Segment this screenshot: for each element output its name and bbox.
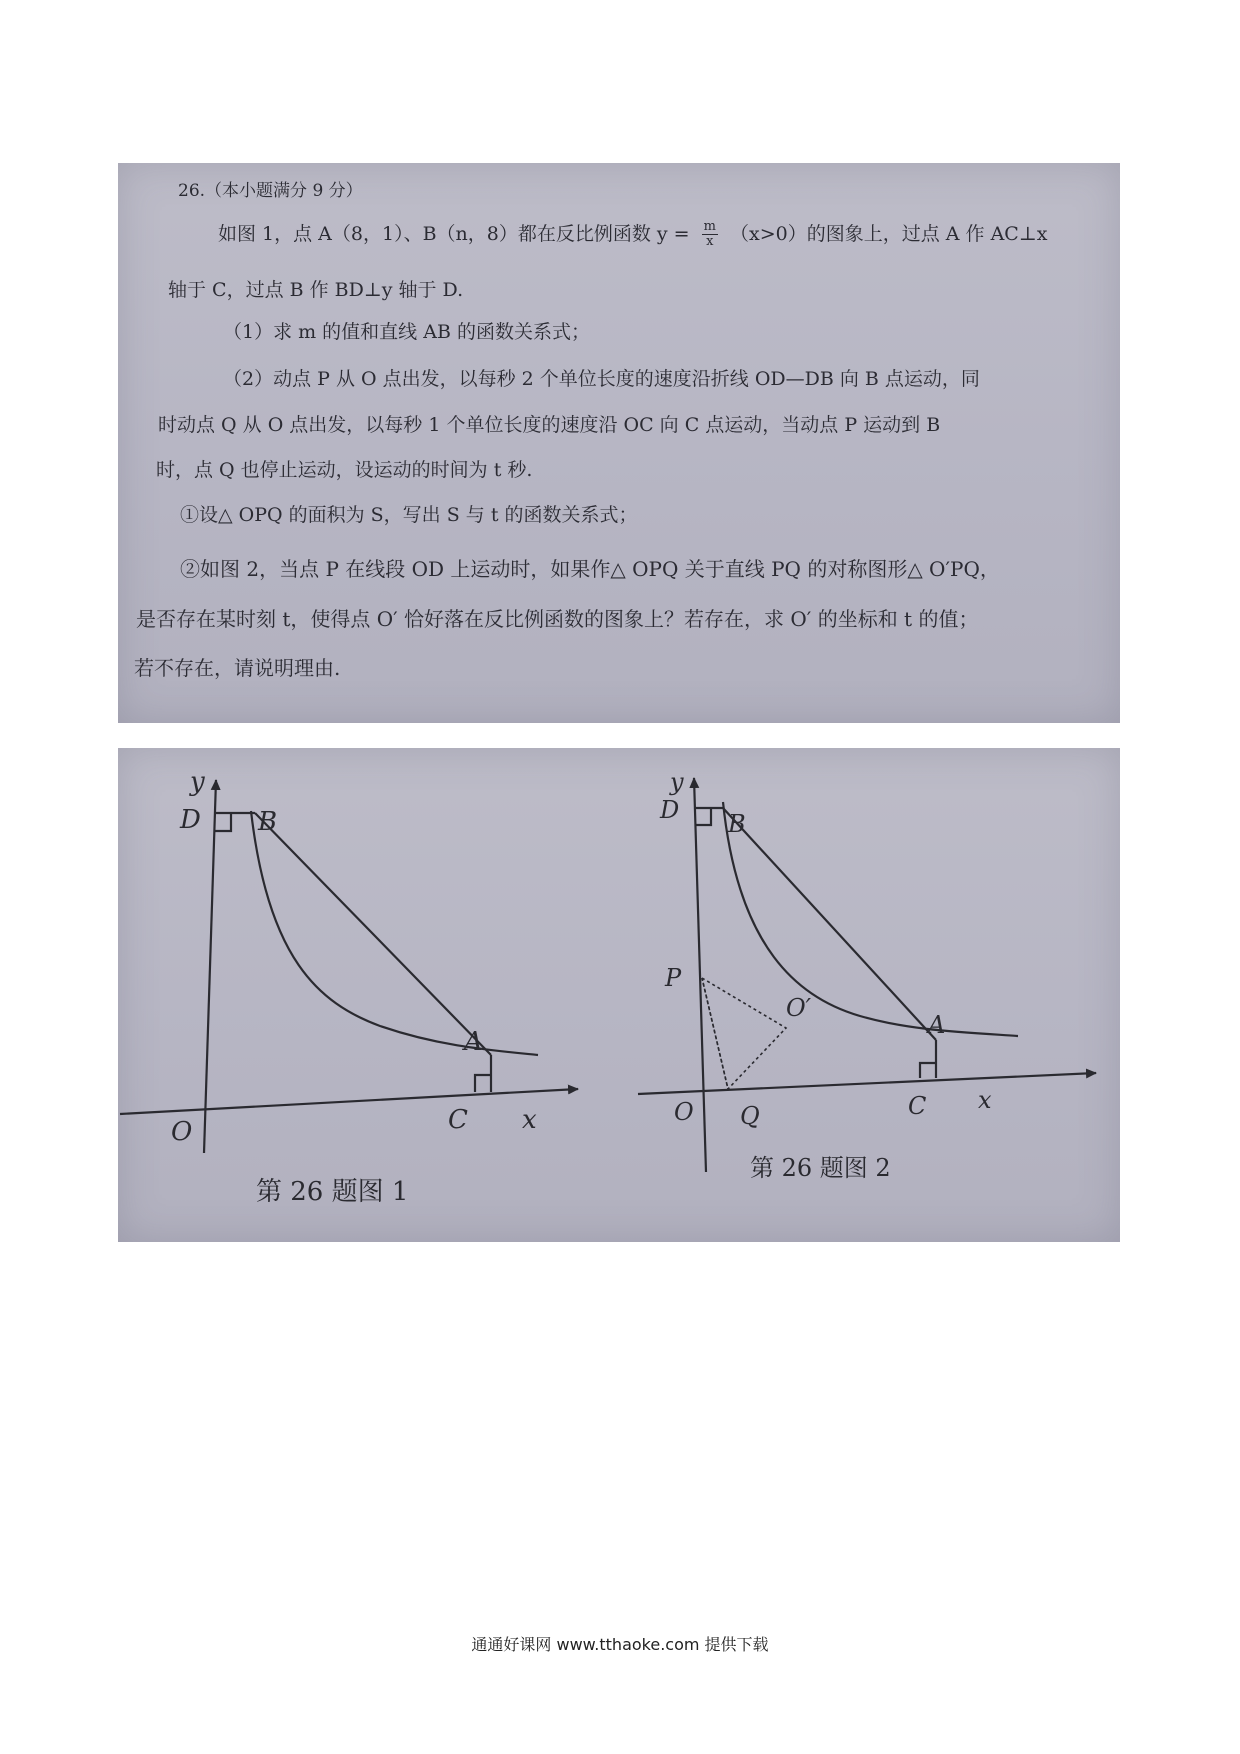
fig1-segment-AB <box>255 813 491 1055</box>
question-line-1-pre: 如图 1，点 A（8，1）、B（n，8）都在反比例函数 y = <box>218 222 690 245</box>
figures-photo <box>118 748 1120 1242</box>
fig2-label-O-prime: O′ <box>786 994 812 1022</box>
fraction-m-over-x <box>702 220 718 250</box>
question-sub-1: ①设△ OPQ 的面积为 S，写出 S 与 t 的函数关系式； <box>180 504 638 526</box>
fig1-label-x: x <box>522 1105 537 1135</box>
fraction-numerator: m <box>703 219 716 234</box>
question-sub-2-line-a: ②如图 2，当点 P 在线段 OD 上运动时，如果作△ OPQ 关于直线 PQ 的对称图形△ O′PQ， <box>180 557 1000 581</box>
fig1-label-C: C <box>448 1105 468 1135</box>
fig2-y-axis <box>694 778 706 1172</box>
question-line-1-post: （x>0）的图象上，过点 A 作 AC⊥x <box>730 222 1048 245</box>
fig1-right-angle-D <box>214 813 231 831</box>
figures-svg <box>118 748 1120 1242</box>
figure-2-labels <box>659 768 992 1130</box>
fig1-label-D: D <box>180 805 201 835</box>
fig2-caption: 第 26 题图 2 <box>750 1154 891 1182</box>
figure-2 <box>638 778 1096 1172</box>
fig1-hyperbola <box>251 811 538 1055</box>
question-sub-2-line-b: 是否存在某时刻 t，使得点 O′ 恰好落在反比例函数的图象上？若存在，求 O′ 的坐标和 t 的值； <box>136 607 979 631</box>
figure-1-labels <box>171 767 537 1147</box>
question-text-photo <box>118 163 1120 723</box>
fig1-caption: 第 26 题图 1 <box>256 1177 409 1207</box>
fig1-label-y: y <box>190 767 205 797</box>
fig1-right-angle-C <box>475 1075 491 1092</box>
question-line-1 <box>218 220 1047 250</box>
question-sub-2-line-c: 若不存在，请说明理由. <box>134 656 341 680</box>
fig2-right-angle-C <box>920 1063 936 1078</box>
fig2-label-O: O <box>674 1098 694 1126</box>
fig1-label-O: O <box>171 1117 193 1147</box>
fig2-label-A: A <box>928 1011 946 1039</box>
question-line-2: 轴于 C，过点 B 作 BD⊥y 轴于 D. <box>168 279 464 301</box>
footer-credit: 通通好课网 www.tthaoke.com 提供下载 <box>471 1635 769 1654</box>
figure-1 <box>120 780 578 1153</box>
question-part-2-line-a: （2）动点 P 从 O 点出发，以每秒 2 个单位长度的速度沿折线 OD—DB 向 B 点运动，同 <box>223 368 980 390</box>
fraction-denominator: x <box>706 234 714 250</box>
fig2-label-B: B <box>728 810 746 838</box>
question-part-2-line-b: 时动点 Q 从 O 点出发，以每秒 1 个单位长度的速度沿 OC 向 C 点运动，当动点 P 运动到 B <box>158 414 941 436</box>
fig2-label-y: y <box>670 768 684 796</box>
fig2-label-C: C <box>908 1092 927 1120</box>
fig2-label-D: D <box>660 796 680 824</box>
fig1-x-axis <box>120 1089 578 1114</box>
fig1-y-axis <box>204 780 216 1153</box>
fig2-hyperbola <box>723 802 1018 1036</box>
fig1-label-A: A <box>464 1027 483 1057</box>
question-part-2-line-c: 时，点 Q 也停止运动，设运动的时间为 t 秒. <box>156 459 533 481</box>
fig2-label-x: x <box>978 1086 992 1114</box>
fig2-x-axis <box>638 1073 1096 1094</box>
fig2-label-Q: Q <box>740 1102 760 1130</box>
question-header: 26.（本小题满分 9 分） <box>178 181 363 201</box>
question-part-1: （1）求 m 的值和直线 AB 的函数关系式； <box>223 321 590 343</box>
fig2-label-P: P <box>665 964 682 992</box>
fig2-right-angle-D <box>696 808 711 825</box>
fig1-label-B: B <box>258 807 278 837</box>
